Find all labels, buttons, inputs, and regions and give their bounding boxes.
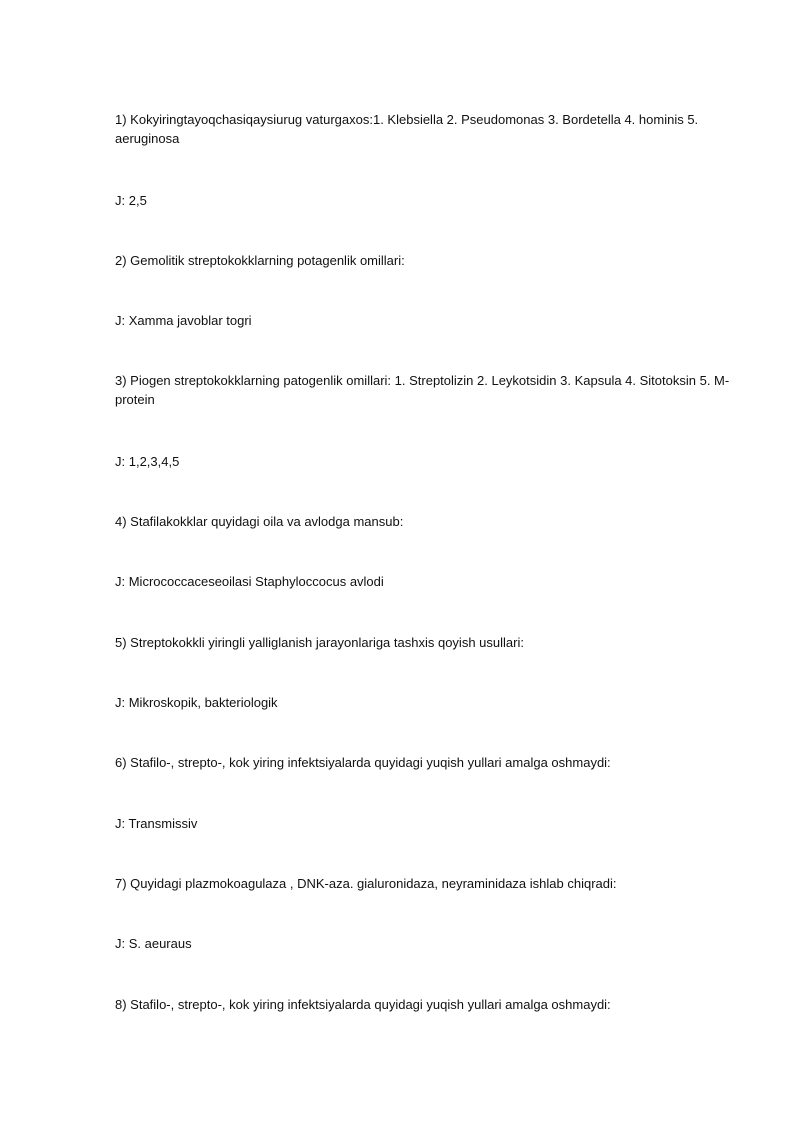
answer-5: J: Mikroskopik, bakteriologik [115,695,278,710]
answer-3: J: 1,2,3,4,5 [115,454,180,469]
answer-6: J: Transmissiv [115,816,198,831]
question-1: 1) Kokyiringtayoqchasiqaysiurug vaturgaxos:1. Klebsiella 2. Pseudomonas 3. Bordetella 4. hominis 5. aeruginosa [115,112,699,146]
question-5: 5) Streptokokkli yiringli yalliglanish jarayonlariga tashxis qoyish usullari: [115,635,524,650]
answer-1: J: 2,5 [115,193,147,208]
question-6: 6) Stafilo-, strepto-, kok yiring infektsiyalarda quyidagi yuqish yullari amalga oshmaydi: [115,755,611,770]
question-4: 4) Stafilakokklar quyidagi oila va avlodga mansub: [115,514,404,529]
question-8: 8) Stafilo-, strepto-, kok yiring infektsiyalarda quyidagi yuqish yullari amalga oshmaydi: [115,997,611,1012]
question-7: 7) Quyidagi plazmokoagulaza , DNK-aza. gialuronidaza, neyraminidaza ishlab chiqradi: [115,876,617,891]
answer-2: J: Xamma javoblar togri [115,313,252,328]
question-2: 2) Gemolitik streptokokklarning potagenlik omillari: [115,253,405,268]
answer-4: J: Micrococcaceseoilasi Staphyloccocus avlodi [115,574,384,589]
question-3: 3) Piogen streptokokklarning patogenlik omillari: 1. Streptolizin 2. Leykotsidin 3. Kapsula 4. Sitotoksin 5. M-protein [115,373,730,407]
answer-7: J: S. aeuraus [115,936,192,951]
